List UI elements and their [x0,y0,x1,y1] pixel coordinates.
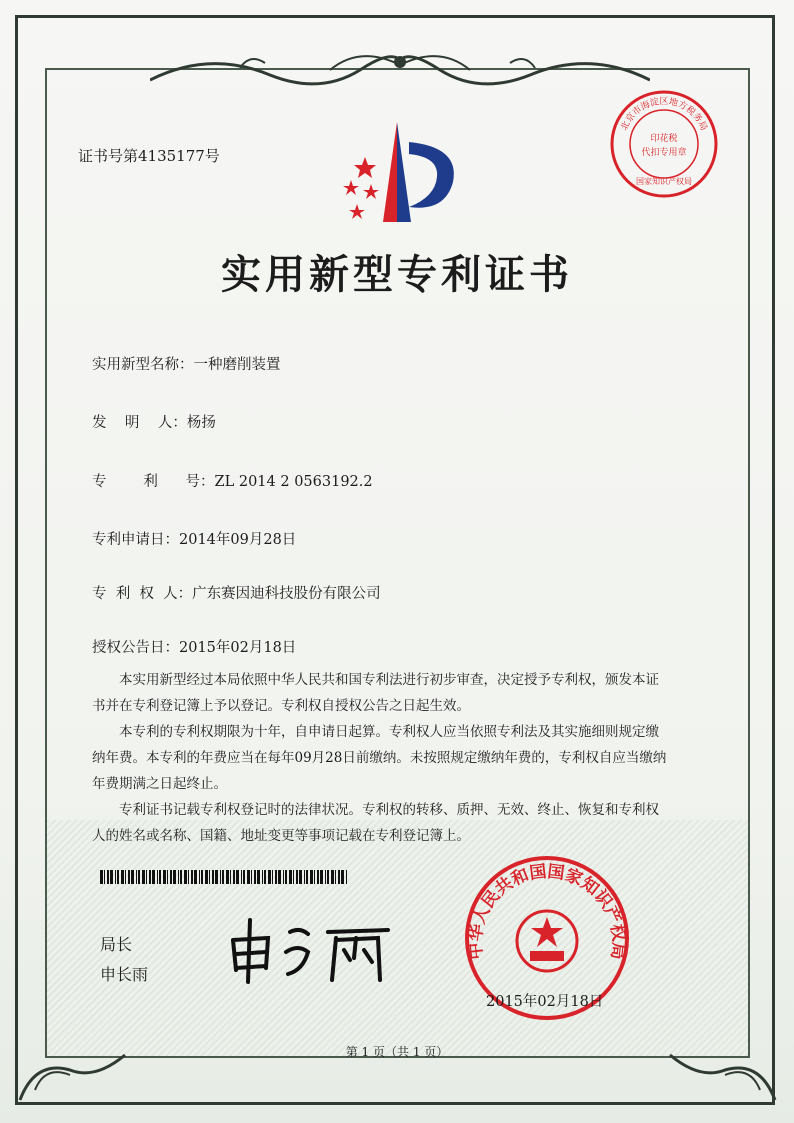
barcode-bar [125,870,126,884]
body-paragraph: 本实用新型经过本局依照中华人民共和国专利法进行初步审查，决定授予专利权，颁发本证书并在专利登记簿上予以登记。专利权自授权公告之日起生效。 [92,672,659,714]
body-paragraph: 本专利的专利权期限为十年，自申请日起算。专利权人应当依照专利法及其实施细则规定缴纳年费。本专利的年费应当在每年09月28日前缴纳。未按照规定缴纳年费的，专利权自应当缴纳年费期满之日起终止。 [92,724,667,792]
barcode-bar [121,870,124,884]
barcode-bar [159,870,161,884]
handwritten-signature [228,910,398,985]
body-paragraph: 专利证书记载专利权登记时的法律状况。专利权的转移、质押、无效、终止、恢复和专利权人的姓名或名称、国籍、地址变更等事项记载在专利登记簿上。 [92,802,659,844]
field-row [92,582,381,603]
field-row [92,470,373,491]
field-value: 2014年09月28日 [179,532,297,548]
field-value: 杨扬 [186,415,216,431]
barcode-bar [341,870,344,884]
field-row [92,528,296,549]
barcode-bar [142,870,145,884]
barcode-bar [254,870,256,884]
field-row [92,353,281,374]
certificate-number: 证书号第4135177号 [78,147,220,165]
field-label: 专 利 权 人： [92,586,193,602]
barcode [100,870,350,884]
barcode-bar [220,870,221,884]
barcode-bar [264,870,266,884]
issue-date: 2015年02月18日 [486,994,604,1010]
barcode-bar [268,870,271,884]
barcode-bar [338,870,340,884]
barcode-bar [293,870,294,884]
barcode-bar [131,870,134,884]
barcode-bar [149,870,151,884]
barcode-bar [163,870,166,884]
barcode-bar [310,870,313,884]
barcode-bar [275,870,277,884]
field-row [92,636,296,657]
barcode-bar [314,870,315,884]
tax-seal-line2: 代扣专用章 [641,148,687,158]
barcode-bar [243,870,245,884]
tax-seal-ring-text: 北京市海淀区地方税务局 [619,97,709,133]
field-value: ZL 2014 2 0563192.2 [214,474,373,490]
tax-seal [608,88,720,200]
barcode-bar [146,870,147,884]
barcode-bar [180,870,182,884]
barcode-bar [346,870,347,884]
barcode-bar [194,870,197,884]
barcode-bar [306,870,308,884]
signatory-name: 申长雨 [100,965,149,984]
barcode-bar [188,870,189,884]
barcode-bar [157,870,158,884]
barcode-bar [233,870,235,884]
patent-office-logo [335,122,465,227]
barcode-bar [226,870,229,884]
field-label: 发 明 人： [92,415,187,431]
barcode-bar [285,870,287,884]
barcode-bar [327,870,329,884]
tax-seal-line1: 印花税 [650,134,678,144]
barcode-bar [212,870,214,884]
barcode-bar [257,870,260,884]
barcode-bar [167,870,168,884]
field-label: 专 利 号： [92,474,215,490]
barcode-bar [173,870,176,884]
barcode-bar [335,870,336,884]
svg-text:北京市海淀区地方税务局 [618,95,710,132]
barcode-bar [331,870,334,884]
field-value: 广东赛因迪科技股份有限公司 [192,586,381,602]
certificate-body [92,667,670,849]
barcode-bar [107,870,109,884]
field-value: 一种磨削装置 [193,357,281,373]
barcode-bar [236,870,239,884]
barcode-bar [170,870,172,884]
barcode-bar [215,870,218,884]
barcode-bar [136,870,137,884]
barcode-bar [152,870,155,884]
barcode-bar [230,870,231,884]
seal-ring-text: 中华人民共和国国家知识产权局 [465,861,629,961]
field-row [92,411,216,432]
barcode-bar [325,870,326,884]
field-label: 实用新型名称： [92,357,194,373]
barcode-bar [199,870,200,884]
barcode-bar [247,870,250,884]
barcode-bar [278,870,281,884]
barcode-bar [201,870,203,884]
barcode-bar [104,870,105,884]
barcode-bar [251,870,252,884]
barcode-bar [138,870,140,884]
field-label: 授权公告日： [92,640,179,656]
barcode-bar [283,870,284,884]
barcode-bar [289,870,292,884]
barcode-bar [184,870,187,884]
field-label: 专利申请日： [92,532,179,548]
barcode-bar [262,870,263,884]
barcode-bar [299,870,302,884]
tax-seal-bottom: 国家知识产权局 [636,177,692,186]
page-footer: 第 1 页（共 1 页） [345,1045,449,1059]
barcode-bar [178,870,179,884]
barcode-bar [100,870,103,884]
barcode-bar [304,870,305,884]
signatory-title: 局长 [100,935,133,954]
barcode-bar [205,870,208,884]
barcode-bar [191,870,193,884]
barcode-bar [272,870,273,884]
barcode-bar [317,870,319,884]
barcode-bar [115,870,116,884]
barcode-bar [209,870,210,884]
barcode-bar [296,870,298,884]
barcode-bar [241,870,242,884]
barcode-bar [110,870,113,884]
certificate-title: 实用新型专利证书 [221,251,573,298]
barcode-bar [117,870,119,884]
barcode-bar [320,870,323,884]
barcode-bar [128,870,130,884]
field-value: 2015年02月18日 [179,640,297,656]
barcode-bar [222,870,224,884]
top-ornament [150,40,650,100]
